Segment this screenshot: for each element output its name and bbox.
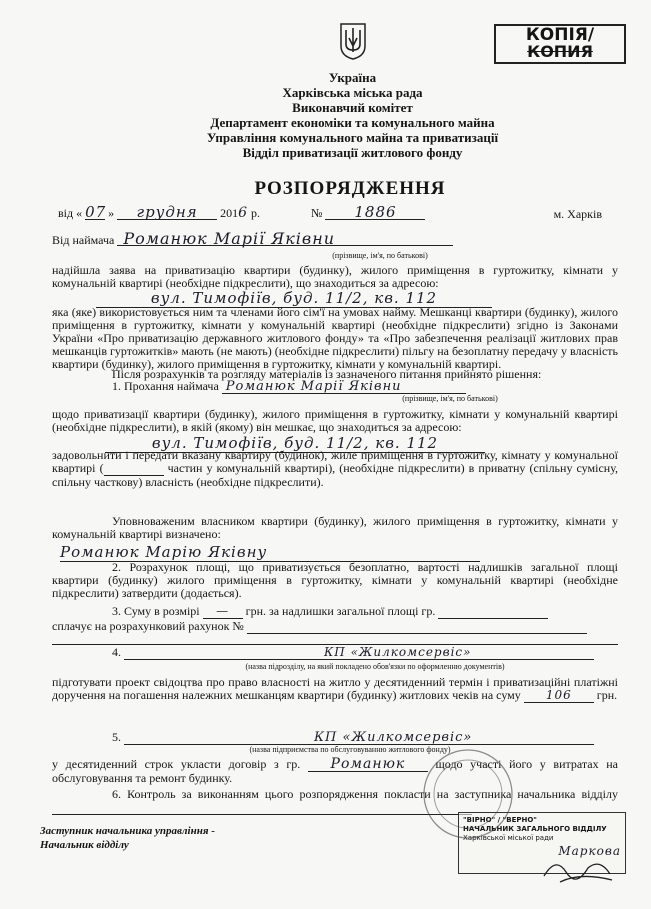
header-country: Україна [328, 70, 377, 85]
contract-text: у десятиденний строк укласти договір з гр. [52, 757, 301, 771]
item-5-org: КП «Жилкомсервіс» [124, 731, 594, 745]
signature-line-2: Начальник відділу [40, 839, 129, 851]
certificate-currency: грн. [596, 688, 618, 702]
paragraph-residents: яка (яке) використовується ним та членами його сім'ї на умовах найму. Мешканці квартири (будинку), жилого приміщення в гуртожитку, кімнати у комунальній квартирі (необхідне підкреслити) згідно із Законами України «Про приватизацію державного житлового фонду» та «Про забезпечення реалізації житлових прав мешканців гуртожитків» мають (не мають) (необхідне підкреслити) пільгу на безоплатну передачу у власність квартири (будинку), жилого приміщення в гуртожитку, кімнати у комунальній квартирі. [52, 305, 618, 371]
trident-coat-of-arms-icon [339, 22, 367, 60]
date-line [58, 203, 608, 224]
item-3-line [112, 605, 622, 619]
seal-signer: Маркова [558, 844, 621, 858]
order-number: 1886 [325, 206, 425, 220]
paragraph-certificate [52, 676, 618, 703]
date-year-suffix: р. [251, 206, 261, 220]
paragraph-application: надійшла заява на приватизацію квартири (будинку), жилого приміщення в гуртожитку, кімнати у комунальній квартирі (необхідне підкреслити), що знаходиться за адресою: [52, 263, 618, 290]
item-4-line [112, 646, 618, 660]
date-month: грудня [117, 206, 217, 220]
seal-text-3: Харківської міської ради [463, 834, 554, 842]
copy-stamp-line1: КОПІЯ/ [525, 25, 595, 45]
date-year-digit: 6 [238, 205, 249, 221]
item-4-caption: (назва підрозділу, на який покладено обов'язки по оформленню документів) [245, 662, 505, 671]
item-3-account-line [52, 620, 618, 634]
certificate-amount: 106 [524, 689, 594, 703]
paragraph-transfer [52, 449, 618, 489]
paragraph-privatization: щодо приватизації квартири (будинку), жилого приміщення в гуртожитку, кімнати у комунальній квартирі (необхідне підкреслити), в якій (якому) він мешкає, що знаходиться за адресою: [52, 407, 618, 434]
address-value-2: вул. Тимофіїв, буд. 11/2, кв. 112 [105, 434, 485, 453]
item-6 [52, 788, 618, 815]
item-4-org: КП «Жилкомсервіс» [124, 646, 594, 660]
order-number-label: № [311, 206, 323, 220]
item-3-blank [438, 605, 548, 619]
date-year-prefix: 201 [220, 206, 239, 220]
address-value: вул. Тимофіїв, буд. 11/2, кв. 112 [96, 289, 492, 308]
item-5-label: 5. [112, 730, 121, 744]
item-3-text: грн. за надлишки загальної площі гр. [245, 604, 436, 618]
transfer-text-2: частин у комунальній квартирі), (необхідне підкреслити) в приватну (спільну сумісну, спільну часткову) власність (необхідне підкреслити). [52, 461, 618, 489]
tenant-caption: (прізвище, ім'я, по батькові) [332, 251, 428, 260]
item-2: 2. Розрахунок площі, що приватизується безоплатно, вартості надлишків загальної площі квартири (будинку) жилого приміщення в гуртожитку, кімнати у комунальній квартирі (необхідне підкреслити) затвердити (додається). [52, 560, 618, 600]
item-5-caption: (назва підприємства по обслуговуванню житлового фонду) [249, 745, 451, 754]
tenant-line [52, 229, 612, 248]
item-1-name: Романюк Марії Яківни [222, 380, 466, 394]
item-1-line [112, 380, 612, 394]
date-mid: » [108, 206, 115, 220]
header-department: Департамент економіки та комунального майна [210, 115, 495, 130]
paragraph-decision: Після розрахунків та розгляду матеріалів із зазначеного питання прийнято рішення: [112, 367, 542, 381]
owner-name: Романюк Марію Яківну [60, 543, 480, 562]
tenant-label: Від наймача [52, 233, 115, 247]
transfer-text: задовольнити і передати вказану квартиру (будинок), жиле приміщення в гуртожитку, кімнату у комунальної квартирі ( [52, 448, 618, 475]
header-division: Відділ приватизації житлового фонду [242, 145, 463, 160]
transfer-blank [104, 462, 164, 476]
date-day: 07 [85, 203, 107, 221]
document-header [120, 70, 585, 160]
paragraph-contract [52, 758, 618, 785]
contract-text-2: щодо участі його у витратах на обслуговування та ремонт будинку. [52, 757, 619, 785]
item-5-line [112, 731, 618, 745]
document-title: РОЗПОРЯДЖЕННЯ [254, 178, 446, 199]
item-1-caption: (прізвище, ім'я, по батькові) [402, 394, 498, 403]
signature-block [40, 824, 215, 852]
seal-text-2: НАЧАЛЬНИК ЗАГАЛЬНОГО ВІДДІЛУ [463, 825, 607, 833]
header-management: Управління комунального майна та приватизації [206, 130, 499, 145]
contract-name: Романюк [308, 758, 428, 772]
copy-stamp-line2: КОПИЯ [527, 42, 593, 61]
item-4-label: 4. [112, 645, 121, 659]
seal-text-1: "ВІРНО" / "ВЕРНО" [463, 816, 537, 824]
item-6-text: 6. Контроль за виконанням цього розпорядження покласти на заступника начальника відділу [112, 787, 618, 801]
round-seal-icon [418, 744, 518, 844]
header-committee: Виконавчий комітет [292, 100, 413, 115]
item-6-blank [52, 801, 472, 815]
item-3-account-blank [247, 620, 587, 634]
signature-scribble-icon [540, 852, 620, 888]
paragraph-owner: Уповноваженим власником квартири (будинку), жилого приміщення в гуртожитку, кімнати у комунальній квартирі визначено: [52, 514, 618, 541]
item-3-account-label: сплачує на розрахунковий рахунок № [52, 619, 244, 633]
signature-line-1: Заступник начальника управління - [40, 825, 215, 837]
item-1-label: 1. Прохання наймача [112, 379, 219, 393]
tenant-name: Романюк Марії Яківни [117, 232, 453, 246]
order-city: м. Харків [553, 207, 602, 221]
copy-stamp [494, 24, 626, 64]
header-council: Харківська міська рада [282, 85, 423, 100]
item-3-label: 3. Суму в розмірі [112, 604, 200, 618]
certificate-text: підготувати проект свідоцтва про право власності на житло у десятиденний термін і приватизаційні платіжні доручення на погашення належних мешканцям квартири (будинку) житлових чеків на суму [52, 675, 618, 702]
item-3-amount: — [203, 605, 243, 619]
date-prefix: від « [58, 206, 83, 220]
